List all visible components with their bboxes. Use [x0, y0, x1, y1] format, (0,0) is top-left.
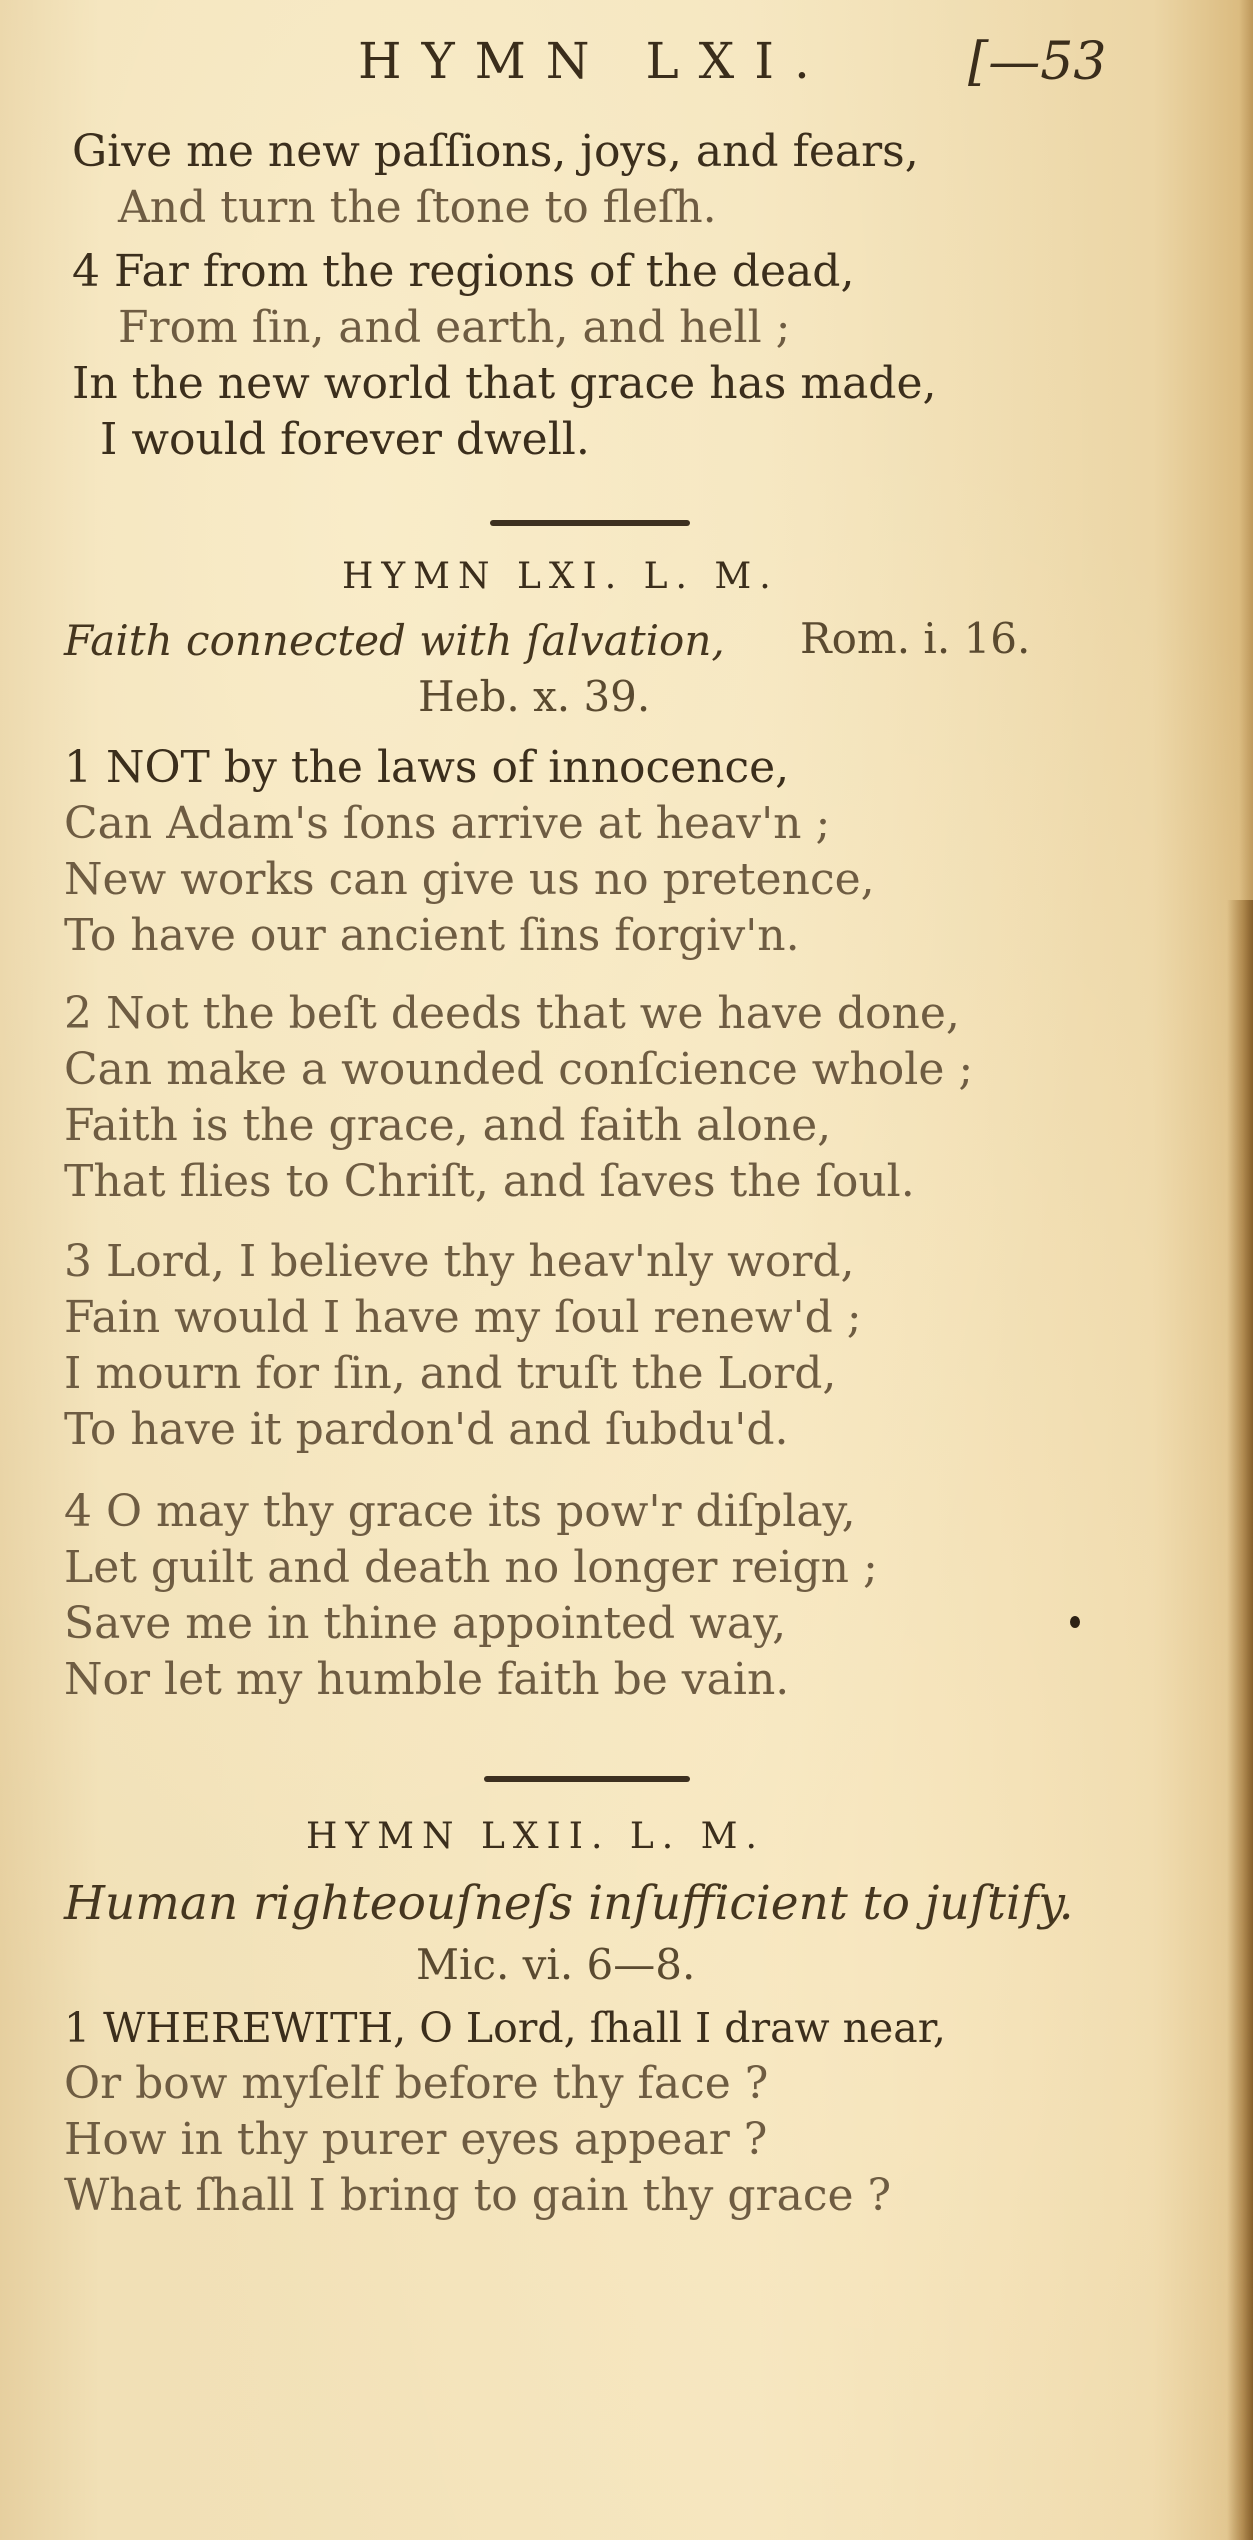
- verse-line: To have it pardon'd and ſubdu'd.: [64, 1404, 789, 1455]
- verse-line: Can Adam's ſons arrive at heav'n ;: [64, 798, 831, 849]
- verse-line: And turn the ſtone to fleſh.: [118, 182, 717, 233]
- verse-line: That flies to Chriſt, and ſaves the ſoul.: [64, 1156, 915, 1207]
- verse-line: How in thy purer eyes appear ?: [64, 2114, 768, 2165]
- verse-line: 1 WHEREWITH, O Lord, ſhall I draw near,: [64, 2004, 946, 2052]
- verse-line: Nor let my humble faith be vain.: [64, 1654, 790, 1705]
- verse-line: 4 Far from the regions of the dead,: [72, 246, 855, 297]
- hymn-subtitle: Human righteouſneſs inſufficient to juſtify.: [64, 1876, 1074, 1931]
- verse-line: 1 NOT by the laws of innocence,: [64, 742, 790, 793]
- verse-line: New works can give us no pretence,: [64, 854, 875, 905]
- page-number: [—53: [968, 32, 1107, 92]
- verse-line: From ſin, and earth, and hell ;: [118, 302, 791, 353]
- verse-line: Can make a wounded conſcience whole ;: [64, 1044, 974, 1095]
- verse-line: In the new world that grace has made,: [72, 358, 937, 409]
- verse-line: Or bow myſelf before thy face ?: [64, 2058, 769, 2109]
- verse-line: Fain would I have my ſoul renew'd ;: [64, 1292, 862, 1343]
- running-title: HYMN LXI.: [358, 32, 830, 90]
- verse-line: 3 Lord, I believe thy heav'nly word,: [64, 1236, 855, 1287]
- scripture-reference: Heb. x. 39.: [418, 672, 651, 721]
- scripture-reference: Rom. i. 16.: [800, 614, 1031, 663]
- verse-line: Faith is the grace, and faith alone,: [64, 1100, 832, 1151]
- section-divider: [490, 520, 690, 526]
- scripture-reference: Mic. vi. 6—8.: [416, 1940, 696, 1989]
- verse-line: What ſhall I bring to gain thy grace ?: [64, 2170, 892, 2221]
- hymn-heading: HYMN LXII. L. M.: [306, 1816, 765, 1857]
- verse-line: Let guilt and death no longer reign ;: [64, 1542, 878, 1593]
- verse-line: Give me new paſſions, joys, and fears,: [72, 126, 919, 177]
- verse-line: Save me in thine appointed way,: [64, 1598, 787, 1649]
- verse-line: 4 O may thy grace its pow'r diſplay,: [64, 1486, 856, 1537]
- verse-line: I mourn for ſin, and truſt the Lord,: [64, 1348, 837, 1399]
- verse-line: 2 Not the beſt deeds that we have done,: [64, 988, 960, 1039]
- page-edge-shadow-top: [1239, 0, 1253, 900]
- page-header: [0, 28, 1253, 98]
- verse-line: To have our ancient ſins forgiv'n.: [64, 910, 800, 961]
- hymn-heading: HYMN LXI. L. M.: [342, 556, 779, 597]
- page-edge-shadow: [1227, 900, 1253, 2540]
- section-divider: [484, 1776, 690, 1782]
- hymn-subtitle: Faith connected with ſalvation,: [64, 616, 725, 665]
- ink-speck: [1070, 1616, 1080, 1628]
- verse-line: I would forever dwell.: [100, 414, 590, 465]
